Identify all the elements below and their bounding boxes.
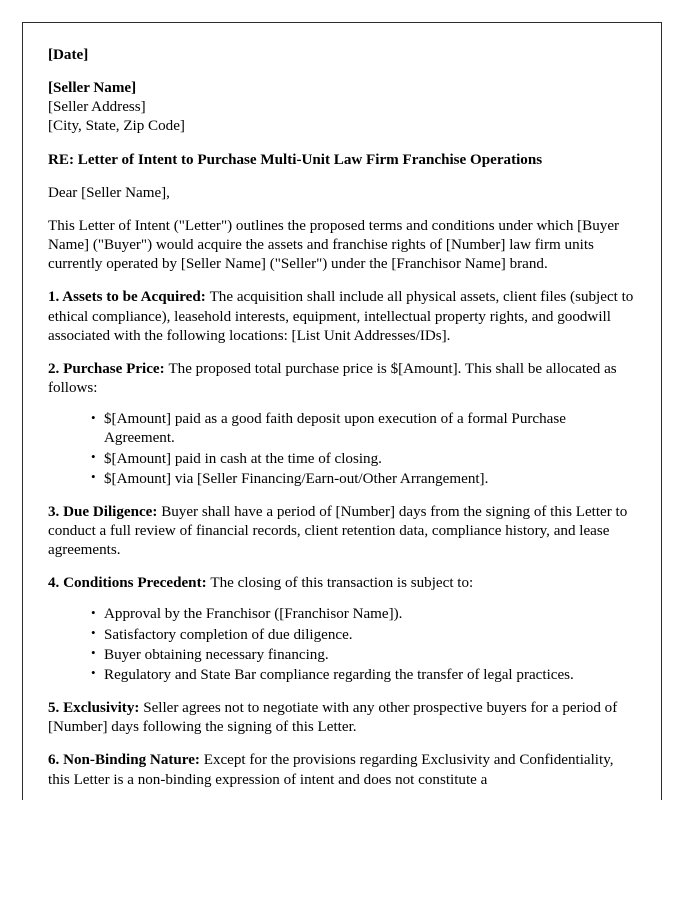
section-6-heading: 6. Non-Binding Nature: bbox=[48, 752, 204, 769]
section-3-body: Buyer shall have a period of [Number] days from the signing of this Letter to conduct a full review of financial records, client retention data, compliance history, and lease agreements. bbox=[48, 503, 628, 559]
section-5-heading: 5. Exclusivity: bbox=[48, 700, 144, 717]
section-4-body: The closing of this transaction is subject to: bbox=[210, 575, 474, 592]
list-item: • Approval by the Franchisor ([Franchisor Name]). bbox=[91, 605, 638, 624]
section-5 bbox=[48, 699, 638, 737]
section-6-body: Except for the provisions regarding Exclusivity and Confidentiality, this Letter is a non-binding expression of intent and does not constitute a bbox=[48, 752, 614, 788]
section-1-body: The acquisition shall include all physical assets, client files (subject to ethical compliance), leasehold interests, equipment, intellectual property rights, and goodwill associated with the following locations: [List Unit Addresses/IDs]. bbox=[48, 289, 634, 344]
date-line bbox=[48, 46, 638, 65]
recipient-city-state-zip: [City, State, Zip Code] bbox=[48, 118, 185, 135]
intro-paragraph: This Letter of Intent ("Letter") outlines the proposed terms and conditions under which [Buyer Name] ("Buyer") would acquire the assets and franchise rights of [Number] law firm units currently operated by [Seller Name] ("Seller") under the [Franchisor Name] brand. bbox=[48, 217, 620, 273]
recipient-address-block bbox=[48, 79, 638, 136]
recipient-street-address: [Seller Address] bbox=[48, 99, 146, 116]
list-item: • $[Amount] paid in cash at the time of closing. bbox=[91, 450, 638, 469]
list-item: • $[Amount] via [Seller Financing/Earn-out/Other Arrangement]. bbox=[91, 470, 638, 489]
section-4 bbox=[48, 574, 638, 593]
section-1 bbox=[48, 288, 638, 345]
section-6 bbox=[48, 751, 638, 789]
list-item: • Satisfactory completion of due diligence. bbox=[91, 626, 638, 645]
subject-line-text: RE: Letter of Intent to Purchase Multi-Unit Law Firm Franchise Operations bbox=[48, 151, 543, 168]
section-5-body: Seller agrees not to negotiate with any other prospective buyers for a period of [Number] days following the signing of this Letter. bbox=[48, 700, 618, 736]
section-4-heading: 4. Conditions Precedent: bbox=[48, 575, 211, 592]
section-2 bbox=[48, 360, 638, 398]
document-page bbox=[22, 22, 662, 800]
list-item: • Regulatory and State Bar compliance regarding the transfer of legal practices. bbox=[91, 666, 638, 685]
date-placeholder: [Date] bbox=[48, 47, 89, 63]
subject-line bbox=[48, 151, 638, 170]
section-2-body: The proposed total purchase price is $[Amount]. This shall be allocated as follows: bbox=[48, 360, 617, 397]
document-content bbox=[48, 46, 638, 800]
section-2-heading: 2. Purchase Price: bbox=[48, 360, 169, 377]
recipient-name: [Seller Name] bbox=[48, 80, 137, 97]
salutation: Dear [Seller Name], bbox=[48, 184, 170, 201]
section-3 bbox=[48, 503, 638, 560]
conditions-precedent-list bbox=[48, 605, 638, 685]
section-3-heading: 3. Due Diligence: bbox=[48, 503, 162, 520]
list-item: • Buyer obtaining necessary financing. bbox=[91, 646, 638, 665]
list-item: • $[Amount] paid as a good faith deposit upon execution of a formal Purchase Agreement. bbox=[91, 410, 638, 448]
section-1-heading: 1. Assets to be Acquired: bbox=[48, 289, 210, 306]
purchase-price-allocation-list bbox=[48, 410, 638, 489]
